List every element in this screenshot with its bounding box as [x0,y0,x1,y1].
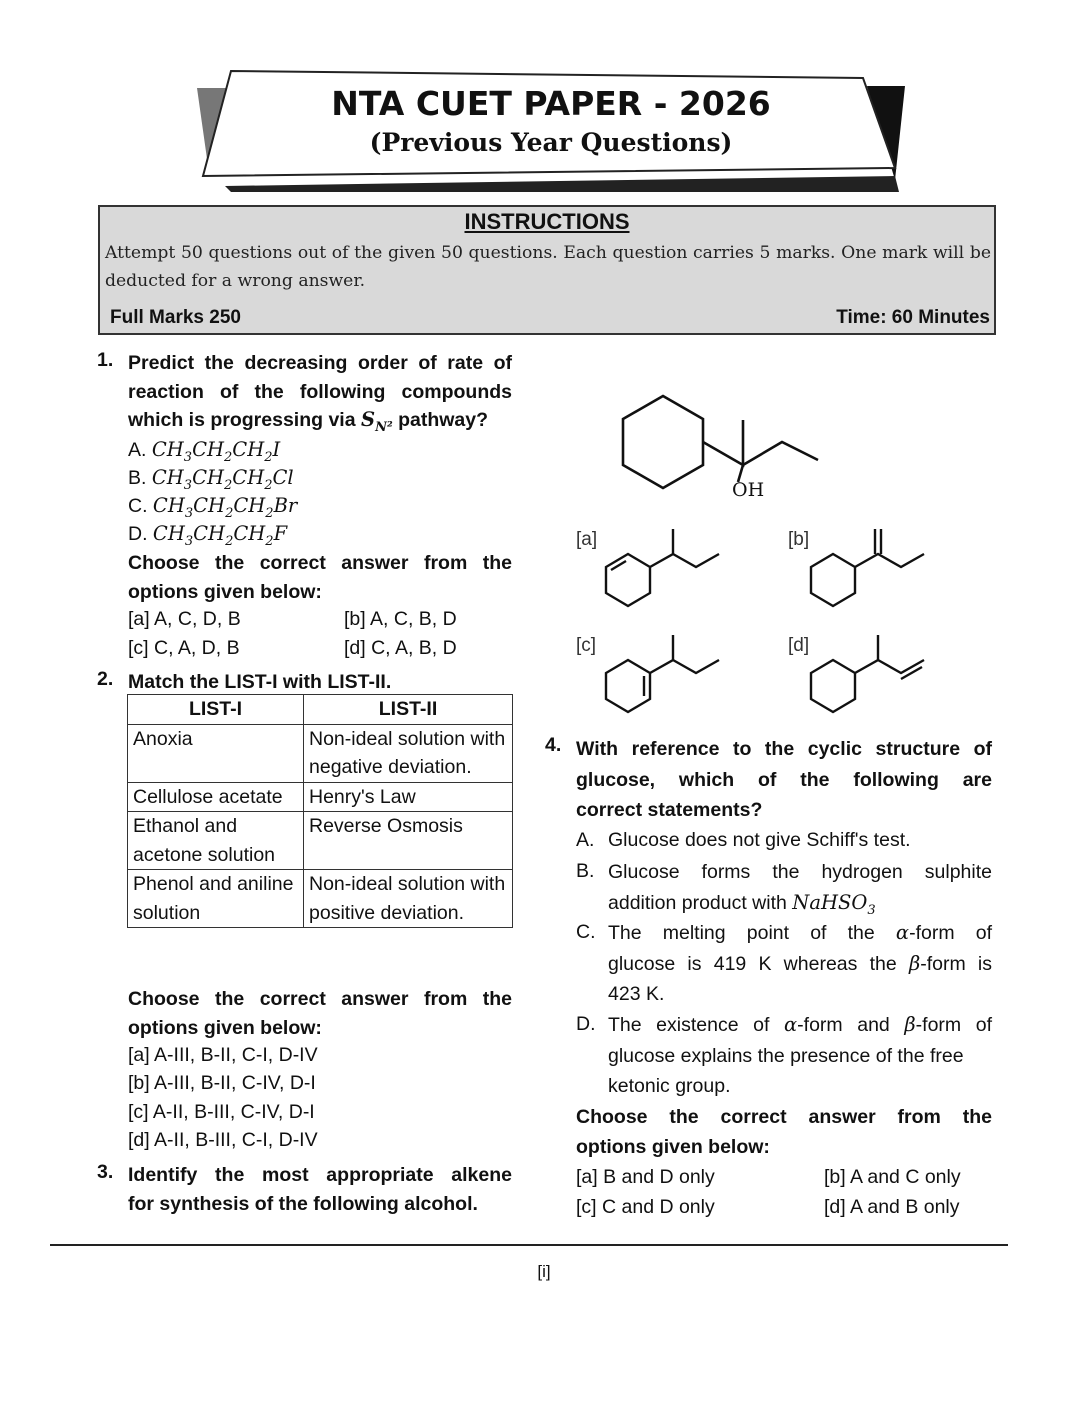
f-sub: 3 [183,477,193,493]
instructions-box [98,205,996,335]
f-sub: 3 [867,902,876,918]
q1-number: 1. [97,349,114,371]
sn2-s: S [360,408,376,431]
table-cell: Non-ideal solution with positive deviation. [304,870,513,928]
table-cell: Ethanol and acetone solution [128,812,304,870]
page-number: [i] [537,1262,551,1281]
q1-option-b[interactable]: [b] A, C, B, D [344,608,457,630]
q4-c-line3: 423 K. [608,983,665,1005]
f-sub: 2 [225,533,234,549]
alkene-a-structure[interactable] [606,529,719,606]
q3-line1: Identify the most appropriate alkene [128,1164,512,1186]
f-sub: 2 [225,505,234,521]
f-part: NaHSO [792,890,868,914]
alcohol-structure [623,396,818,488]
formula [152,522,288,549]
q4-statement-a: Glucose does not give Schiff's test. [608,829,911,851]
table-cell: Cellulose acetate [128,782,304,812]
q3-option-c-label[interactable]: [c] [576,635,597,656]
q1-choose-line2: options given below: [128,580,322,603]
instructions-heading: INSTRUCTIONS [464,209,630,234]
q4-c-line1 [608,918,992,949]
q4-statement-d-label: D. [576,1013,596,1035]
oh-label: OH [732,479,765,501]
sn2-sub: N² [375,419,393,435]
banner-subtitle: (Previous Year Questions) [369,128,733,157]
q3-option-d-label[interactable]: [d] [788,635,810,656]
f-part: CH [193,494,226,517]
table-cell: Henry's Law [304,782,513,812]
instructions-text: Attempt 50 questions out of the given 50 questions. Each question carries 5 marks. One mark will be deducted for a wrong answer. [105,243,991,291]
q4-line3: correct statements? [576,799,763,821]
q3-structures [560,345,1010,730]
f-sub: 3 [184,533,194,549]
table-row [128,782,513,812]
formula [151,438,281,465]
q1-line3-pre: which is progressing via [128,409,361,431]
footer-rule [50,1244,1008,1246]
q2-text: Match the LIST-I with LIST-II. [128,671,392,693]
q1-choose [128,549,512,606]
full-marks: Full Marks 250 [110,307,241,328]
alkene-c-structure[interactable] [606,635,719,712]
f-part: CH [193,522,226,545]
q4-d-line1-pre: The existence of [608,1014,784,1036]
q4-option-c[interactable]: [c] C and D only [576,1196,715,1218]
q3-option-b-label[interactable]: [b] [788,529,810,550]
q4-d-line1-mid: -form and [797,1014,905,1036]
f-sub: 2 [264,449,273,465]
f-part: CH [192,438,225,461]
q4-d-line3: ketonic group. [608,1075,731,1097]
q1-line3-post: pathway? [392,409,489,431]
q4-b-line2-text: addition product with [608,891,793,914]
formula [152,494,298,521]
q4-statement-d [608,1010,992,1102]
f-sub: 2 [265,505,274,521]
f-sub: 2 [224,449,233,465]
q2-choose [128,985,512,1042]
item-label: C. [128,495,148,517]
f-part: CH [151,466,184,489]
q4-choose-line2: options given below: [576,1136,770,1158]
f-sub: 2 [224,477,233,493]
q1-text [128,349,512,442]
q4-option-a[interactable]: [a] B and D only [576,1166,715,1188]
q4-statement-c-label: C. [576,921,596,943]
f-part: I [272,438,281,461]
q4-statement-a-label: A. [576,829,595,851]
q4-statement-b [608,857,992,926]
f-part: CH [233,494,266,517]
alkene-b-structure[interactable] [811,529,924,606]
q4-choose-line1: Choose the correct answer from the [576,1106,992,1128]
banner-title: NTA CUET PAPER - 2026 [331,84,771,123]
q3-line2: for synthesis of the following alcohol. [128,1192,478,1215]
q1-option-a[interactable]: [a] A, C, D, B [128,608,241,630]
table-row [128,812,513,870]
f-part: CH [152,494,185,517]
time-limit: Time: 60 Minutes [836,307,990,328]
q4-d-line1 [608,1010,992,1041]
q1-line1: Predict the decreasing order of rate of [128,352,512,374]
f-part: CH [192,466,225,489]
table-row [128,870,513,928]
q4-line1: With reference to the cyclic structure of [576,738,992,760]
f-sub: 2 [265,533,274,549]
q2-option-b[interactable]: [b] A-III, B-II, C-IV, D-I [128,1072,316,1094]
f-part: Br [273,494,298,517]
table-header: LIST-II [304,695,513,725]
f-part: CH [233,522,266,545]
table-cell: Phenol and aniline solution [128,870,304,928]
q4-option-b[interactable]: [b] A and C only [824,1166,961,1188]
table-cell: Anoxia [128,724,304,782]
q1-line2: reaction of the following compounds [128,380,512,403]
q4-choose [576,1102,992,1162]
f-part: CH [232,466,265,489]
table-cell: Reverse Osmosis [304,812,513,870]
q2-option-d[interactable]: [d] A-II, B-III, C-I, D-IV [128,1129,318,1151]
beta-symbol: β [908,951,921,975]
f-part: Cl [272,466,294,489]
beta-symbol: β [904,1013,916,1036]
f-part: CH [151,438,184,461]
match-table [127,694,513,928]
f-part: F [273,522,288,545]
f-sub: 3 [183,449,193,465]
f-sub: 2 [264,477,273,493]
q4-c-line2 [608,949,992,980]
q4-d-line2: glucose explains the presence of the free [608,1044,964,1067]
q4-statement-b-label: B. [576,860,595,882]
item-label: D. [128,523,148,545]
q4-c-line1-pre: The melting point of the [608,922,896,944]
q3-text [128,1161,512,1218]
q4-c-line2-post: -form is [920,952,993,975]
item-label: B. [128,467,147,489]
q2-option-c[interactable]: [c] A-II, B-III, C-IV, D-I [128,1101,315,1123]
q2-number: 2. [97,668,114,690]
q1-option-d[interactable]: [d] C, A, B, D [344,637,457,659]
alpha-symbol: α [784,1013,798,1036]
q3-option-a-label[interactable]: [a] [576,529,598,550]
q2-choose-line2: options given below: [128,1016,322,1039]
table-cell: Non-ideal solution with negative deviation. [304,724,513,782]
q1-choose-line1: Choose the correct answer from the [128,552,512,574]
q4-option-d[interactable]: [d] A and B only [824,1196,960,1218]
alpha-symbol: α [895,921,910,944]
f-sub: 3 [184,505,194,521]
q4-d-line1-post: -form of [915,1014,992,1036]
table-header: LIST-I [128,695,304,725]
formula [151,466,294,493]
q4-c-line2-pre: glucose is 419 K whereas the [608,952,909,975]
f-part: CH [232,438,265,461]
f-part: CH [152,522,185,545]
q4-b-line1: Glucose forms the hydrogen sulphite [608,861,992,883]
q4-line2: glucose, which of the following are [576,768,992,791]
q4-number: 4. [545,734,562,756]
table-header-row [128,695,513,725]
q2-choose-line1: Choose the correct answer from the [128,988,512,1010]
q4-c-line1-post: -form of [909,922,992,944]
q1-option-c[interactable]: [c] C, A, D, B [128,637,240,659]
nahso3-formula [792,890,876,918]
q4-statement-c [608,918,992,1010]
q2-option-a[interactable]: [a] A-III, B-II, C-I, D-IV [128,1044,318,1066]
sn2-symbol [360,408,393,435]
q4-text [576,734,992,826]
item-label: A. [128,439,147,461]
title-banner [195,68,907,193]
table-row [128,724,513,782]
q3-number: 3. [97,1161,114,1183]
alkene-d-structure[interactable] [811,635,924,712]
